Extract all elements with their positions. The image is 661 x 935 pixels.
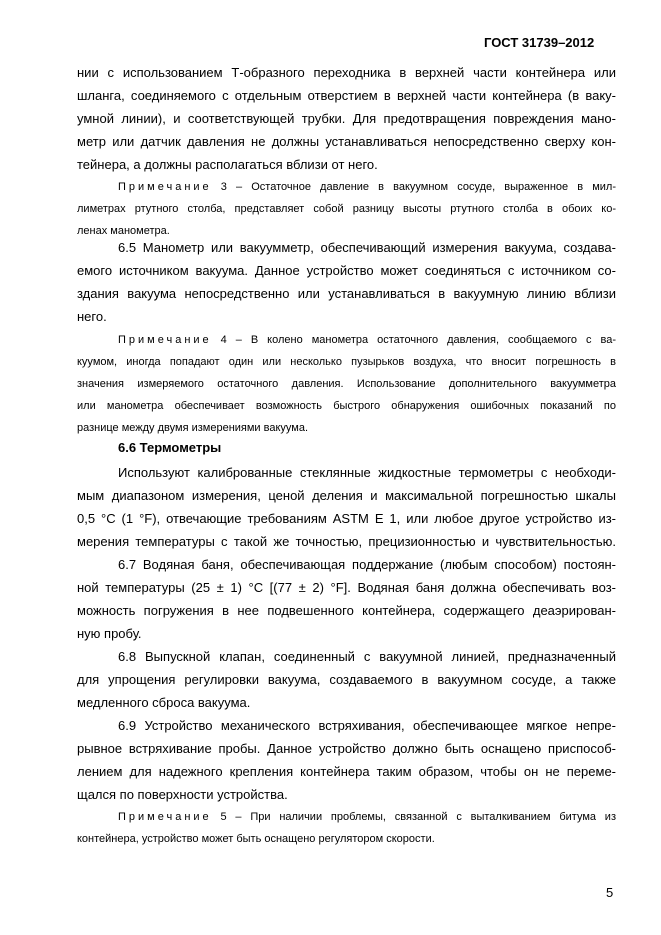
text-line: 6.7 Водяная баня, обеспечивающая поддержание (любым способом) постоян- [118,557,616,572]
text-line: мым диапазоном измерения, ценой деления и максимальной погрешностью шкалы [77,488,616,503]
text-line: щался по поверхности устройства. [77,787,288,802]
text-line: лением для надежного крепления контейнера таким образом, чтобы он не переме- [77,764,616,779]
text-line: 6.9 Устройство механического встряхивания, обеспечивающее мягкое непре- [118,718,616,733]
paragraph-continuation [77,61,616,176]
text-line: медленного сброса вакуума. [77,695,251,710]
text-line: ной температуры (25 ± 1) °С [(77 ± 2) °F]. Водяная баня должна обеспечивать воз- [77,580,616,595]
note-text: 3 – Остаточное давление в вакуумном сосуде, выраженное в мил- [211,181,616,193]
text-line: метр или датчик давления не должны устанавливаться непосредственно сверху кон- [77,134,616,149]
text-line: шланга, соединяемого с отдельным отверстием в верхней части контейнера (в ваку- [77,88,616,103]
note-line [77,176,616,198]
note-line [77,806,616,828]
text-line: умной линии), и соответствующей трубки. Для предотвращения повреждения мано- [77,111,616,126]
note-text: 4 – В колено манометра остаточного давления, сообщаемого с ва- [211,334,616,346]
note-5 [77,806,616,850]
section-heading: 6.6 Термометры [118,440,222,455]
note-line: лиметрах ртутного столба, представляет собой разницу высоты ртутного столба в обоих ко- [77,203,616,215]
note-line: ленах манометра. [77,225,170,237]
text-line: него. [77,309,107,324]
text-line: емого источником вакуума. Данное устройство может соединяться с источником со- [77,263,616,278]
text-line: мерения температуры с такой же точностью, прецизионностью и чувствительностью. [77,534,616,549]
text-line: рывное встряхивание пробы. Данное устройство должно быть оснащено приспособ- [77,741,616,756]
note-label: Примечание [118,181,212,193]
note-line: куумом, иногда попадают один или несколько пузырьков воздуха, что вносит погрешность в [77,356,616,368]
text-line: можность погружения в нее подвешенного контейнера, содержащего деаэрирован- [77,603,616,618]
paragraph-6-8 [77,645,616,714]
note-label: Примечание [118,811,212,823]
note-label: Примечание [118,334,212,346]
note-line: контейнера, устройство может быть оснащено регулятором скорости. [77,833,435,845]
section-6-6 [77,436,616,459]
paragraph-6-7 [77,553,616,645]
text-line: 0,5 °С (1 °F), отвечающие требованиям ASTM E 1, или любое другое устройство из- [77,511,616,526]
note-line: разнице между двумя измерениями вакуума. [77,422,309,434]
note-4 [77,329,616,439]
text-line: ную пробу. [77,626,142,641]
text-line: нии с использованием Т-образного переходника в верхней части контейнера или [77,65,616,80]
text-line: тейнера, а должны располагаться вблизи от него. [77,157,378,172]
note-line: или манометра обеспечивает возможность быстрого обнаружения ошибочных показаний по [77,400,616,412]
note-line: значения измеряемого остаточного давления. Использование дополнительного вакуумметра [77,378,616,390]
document-code: ГОСТ 31739–2012 [484,35,595,50]
note-text: 5 – При наличии проблемы, связанной с выталкиванием битума из [211,811,616,823]
note-3 [77,176,616,242]
note-line [77,329,616,351]
text-line: 6.8 Выпускной клапан, соединенный с вакуумной линией, предназначенный [118,649,616,664]
text-line: здания вакуума непосредственно или устанавливаться в вакуумную линию вблизи [77,286,616,301]
paragraph-6-6 [77,461,616,553]
paragraph-6-5 [77,236,616,328]
page-number: 5 [606,885,614,900]
text-line: Используют калиброванные стеклянные жидкостные термометры с необходи- [118,465,616,480]
text-line: 6.5 Манометр или вакуумметр, обеспечивающий измерения вакуума, создава- [118,240,616,255]
paragraph-6-9 [77,714,616,806]
text-line: для упрощения регулировки вакуума, создаваемого в вакуумном сосуде, а также [77,672,616,687]
